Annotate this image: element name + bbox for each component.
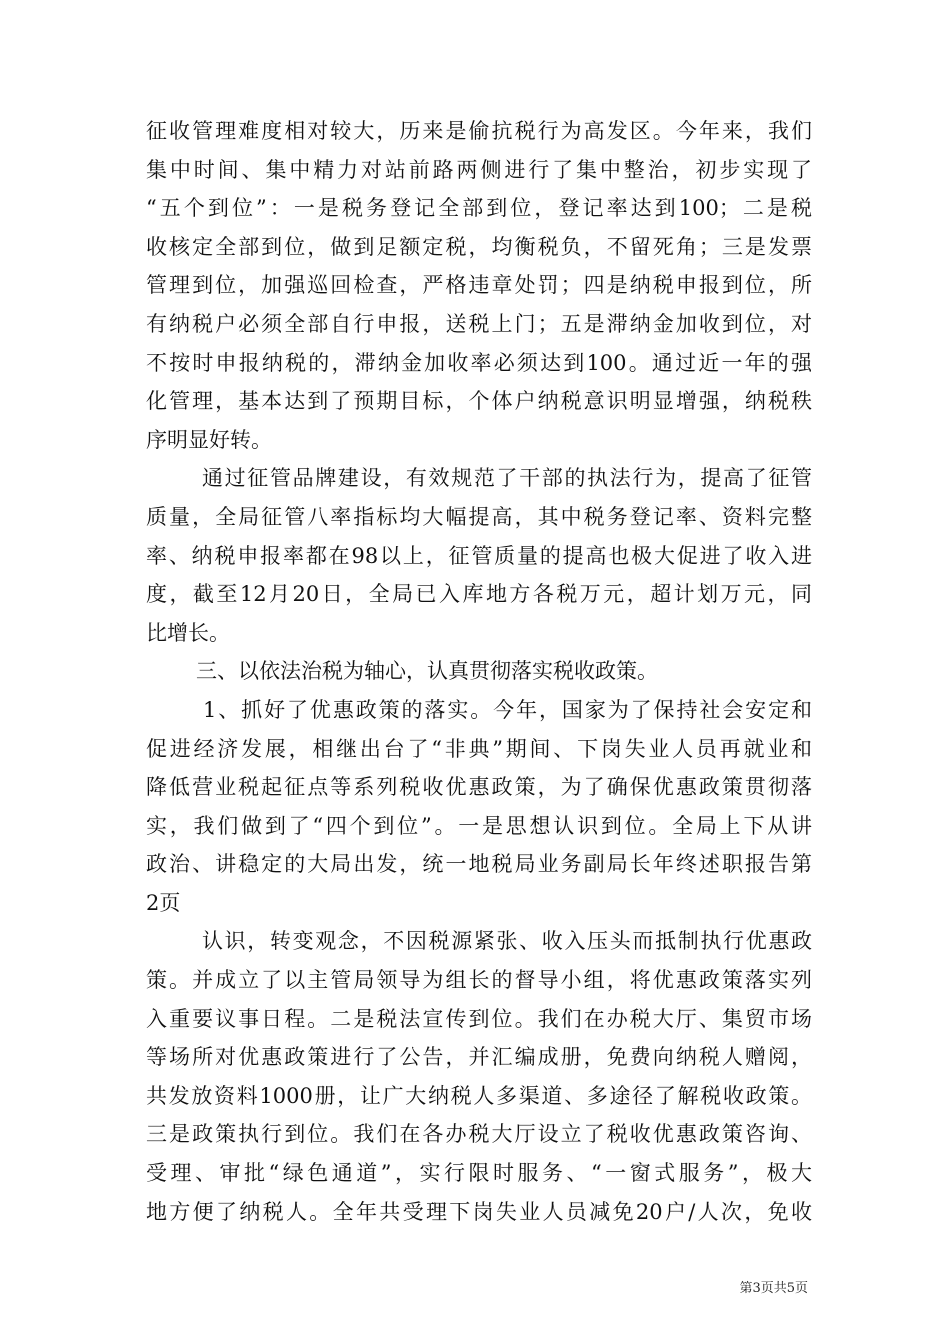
paragraph-first-line: 通过征管品牌建设，有效规范了干部的执法行为，提高了征管	[202, 466, 812, 491]
text-line: 三是政策执行到位。我们在各办税大厅设立了税收优惠政策咨询、	[146, 1122, 812, 1147]
text-line: 比增长。	[146, 620, 230, 645]
text-line: 序明显好转。	[146, 427, 272, 452]
text-line: 管理到位，加强巡回检查，严格违章处罚；四是纳税申报到位，所	[146, 273, 812, 298]
text-line: 策。并成立了以主管局领导为组长的督导小组，将优惠政策落实列	[146, 968, 812, 993]
section-heading: 三、以依法治税为轴心，认真贯彻落实税收政策。	[196, 659, 658, 684]
text-line: 不按时申报纳税的，滞纳金加收率必须达到100。通过近一年的强	[146, 350, 812, 375]
text-line: 征收管理难度相对较大，历来是偷抗税行为高发区。今年来，我们	[146, 119, 812, 143]
text-line: 有纳税户必须全部自行申报，送税上门；五是滞纳金加收到位，对	[146, 311, 812, 336]
text-line: 降低营业税起征点等系列税收优惠政策，为了确保优惠政策贯彻落	[146, 775, 812, 800]
text-line: 2页	[146, 890, 181, 915]
text-line: 度，截至12月20日，全局已入库地方各税万元，超计划万元，同	[146, 582, 812, 607]
paragraph-first-line: 1、抓好了优惠政策的落实。今年，国家为了保持社会安定和	[203, 697, 812, 722]
text-line: 收核定全部到位，做到足额定税，均衡税负，不留死角；三是发票	[146, 234, 812, 259]
text-line: 质量，全局征管八率指标均大幅提高，其中税务登记率、资料完整	[146, 504, 812, 529]
text-line: 共发放资料1000册，让广大纳税人多渠道、多途径了解税收政策。	[146, 1083, 812, 1108]
text-line: 实，我们做到了“四个到位”。一是思想认识到位。全局上下从讲	[146, 813, 812, 838]
text-line: 率、纳税申报率都在98以上，征管质量的提高也极大促进了收入进	[146, 543, 812, 568]
text-line: 入重要议事日程。二是税法宣传到位。我们在办税大厅、集贸市场	[146, 1006, 812, 1031]
text-line: 促进经济发展，相继出台了“非典”期间、下岗失业人员再就业和	[146, 736, 812, 761]
text-line: 化管理，基本达到了预期目标，个体户纳税意识明显增强，纳税秩	[146, 389, 812, 414]
page-number-footer: 第3页共5页	[739, 1281, 808, 1296]
text-line: 等场所对优惠政策进行了公告，并汇编成册，免费向纳税人赠阅，	[146, 1045, 812, 1070]
document-body	[146, 112, 812, 1231]
text-line: 受理、审批“绿色通道”，实行限时服务、“一窗式服务”，极大	[146, 1161, 812, 1186]
text-line: 集中时间、集中精力对站前路两侧进行了集中整治，初步实现了	[146, 157, 812, 182]
text-line: 政治、讲稳定的大局出发，统一地税局业务副局长年终述职报告第	[146, 852, 812, 877]
text-line: 地方便了纳税人。全年共受理下岗失业人员减免20户/人次，免收	[146, 1199, 812, 1224]
paragraph-first-line: 认识，转变观念，不因税源紧张、收入压头而抵制执行优惠政	[202, 929, 812, 954]
text-line: “五个到位”：一是税务登记全部到位，登记率达到100；二是税	[146, 196, 812, 221]
